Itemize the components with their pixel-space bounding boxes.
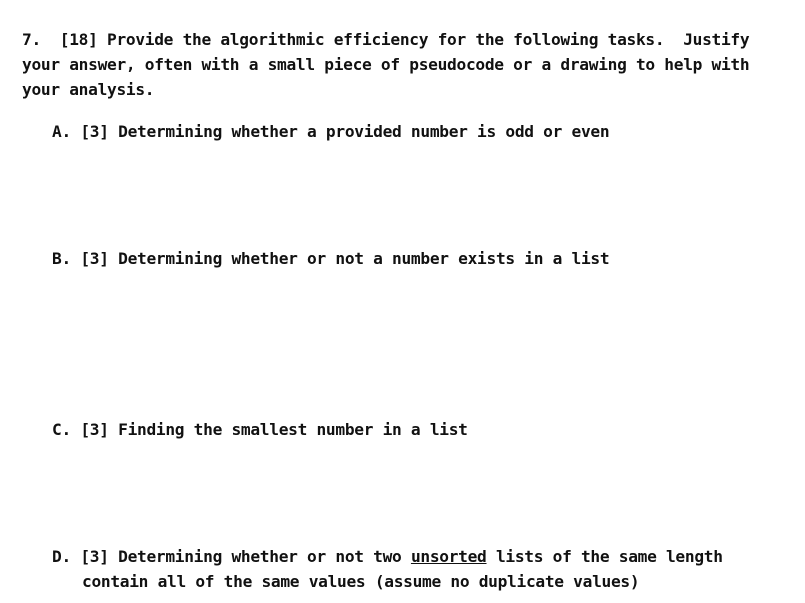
question-line-2: your answer, often with a small piece of pseudocode or a drawing to help with xyxy=(22,55,750,74)
part-c-text: C. [3] Finding the smallest number in a list xyxy=(52,420,468,439)
question-line-1: 7. [18] Provide the algorithmic efficiency for the following tasks. Justify xyxy=(22,30,750,49)
part-b-text: B. [3] Determining whether or not a number exists in a list xyxy=(52,249,610,268)
part-d-text-before: D. [3] Determining whether or not two xyxy=(52,547,411,566)
part-d-line-2: contain all of the same values (assume no duplicate values) xyxy=(82,572,640,591)
part-d xyxy=(52,544,723,594)
part-b xyxy=(52,246,609,271)
part-a xyxy=(52,119,609,144)
part-d-line-1 xyxy=(52,544,723,569)
part-d-text-after: lists of the same length xyxy=(486,547,723,566)
question-line-3: your analysis. xyxy=(22,80,155,99)
part-d-underlined-word: unsorted xyxy=(410,547,487,566)
part-a-text: A. [3] Determining whether a provided number is odd or even xyxy=(52,122,610,141)
part-c xyxy=(52,417,468,442)
question-7-prompt xyxy=(22,27,802,102)
